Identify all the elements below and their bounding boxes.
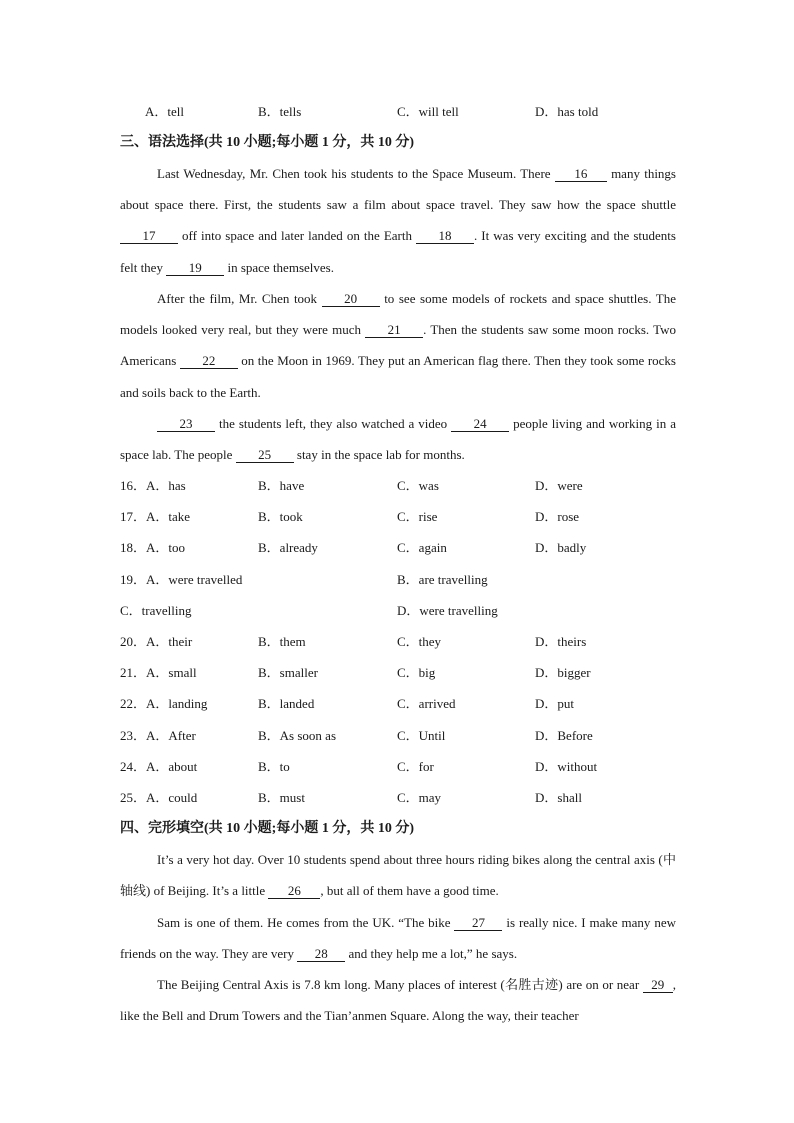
option-a[interactable]: A．their [146, 634, 193, 649]
blank-20[interactable]: 20 [322, 292, 380, 307]
blank-25[interactable]: 25 [236, 448, 294, 463]
question-19 [120, 572, 242, 588]
passage-text: Sam is one of them. He comes from the UK. “The bike [157, 915, 455, 930]
blank-21[interactable]: 21 [365, 323, 423, 338]
option-c[interactable]: C．rise [397, 509, 438, 524]
passage-paragraph-1 [120, 158, 676, 283]
option-a[interactable]: A．After [146, 728, 196, 743]
question-20 [120, 634, 192, 650]
section-4-heading: 四、完形填空(共 10 小题;每小题 1 分，共 10 分) [120, 821, 414, 836]
option-a[interactable]: A．has [146, 478, 186, 493]
passage-paragraph-2 [120, 283, 676, 408]
question-18 [120, 540, 185, 556]
question-24 [120, 759, 197, 775]
blank-16[interactable]: 16 [555, 167, 607, 182]
option-d[interactable]: D．without [535, 759, 598, 774]
cloze-paragraph-3 [120, 969, 676, 1031]
passage-text: off into space and later landed on the Earth [178, 228, 417, 244]
option-c[interactable]: C．big [397, 665, 436, 680]
passage-text: in space themselves. [224, 259, 334, 275]
passage-text: The Beijing Central Axis is 7.8 km long. Many places of interest (名胜古迹) are on or near [157, 977, 643, 992]
option-c[interactable]: C．arrived [397, 696, 456, 711]
blank-28[interactable]: 28 [297, 947, 345, 962]
option-d[interactable]: D．were travelling [397, 603, 498, 618]
passage-text: is really nice. I make many new friends on the way. They are very [120, 915, 677, 962]
question-number: 22． [120, 696, 147, 711]
option-c[interactable]: C．will tell [397, 104, 459, 119]
option-d[interactable]: D．badly [535, 540, 587, 555]
passage-text: to see some models of rockets and space shuttles. The models looked very real, but they were much [120, 291, 676, 338]
option-c[interactable]: C．was [397, 478, 439, 493]
option-b[interactable]: B．are travelling [397, 572, 488, 587]
option-d[interactable]: D．has told [535, 104, 599, 119]
blank-23[interactable]: 23 [157, 417, 215, 432]
cloze-paragraph-2 [120, 907, 676, 969]
passage-text: many things about space there. First, the students saw a film about space travel. They saw how the space shuttle [120, 166, 676, 213]
option-c[interactable]: C．they [397, 634, 442, 649]
question-number: 25． [120, 790, 147, 805]
option-b[interactable]: B．them [258, 634, 306, 649]
blank-27[interactable]: 27 [454, 916, 502, 931]
option-a[interactable]: A．about [146, 759, 198, 774]
option-b[interactable]: B．to [258, 759, 290, 774]
option-c[interactable]: C．may [397, 790, 442, 805]
passage-text: . It was very exciting and the students felt they [120, 228, 676, 275]
option-a[interactable]: A．small [146, 665, 197, 680]
option-a[interactable]: A．landing [146, 696, 208, 711]
option-c[interactable]: C．Until [397, 728, 446, 743]
blank-24[interactable]: 24 [451, 417, 509, 432]
question-25 [120, 790, 197, 806]
question-number: 17． [120, 509, 147, 524]
blank-29[interactable]: 29 [643, 978, 673, 993]
question-number: 19． [120, 572, 147, 587]
blank-22[interactable]: 22 [180, 354, 238, 369]
question-17 [120, 509, 190, 525]
question-number: 18． [120, 540, 147, 555]
question-number: 23． [120, 728, 147, 743]
option-d[interactable]: D．rose [535, 509, 580, 524]
option-d[interactable]: D．were [535, 478, 583, 493]
passage-text: After the film, Mr. Chen took [157, 291, 322, 306]
passage-text: . Then the students saw some moon rocks. Two Americans [120, 322, 676, 369]
question-21 [120, 665, 197, 681]
passage-text: Last Wednesday, Mr. Chen took his students to the Space Museum. There [157, 166, 555, 181]
passage-text: on the Moon in 1969. They put an American flag there. Then they took some rocks and soils back to the Earth. [120, 353, 676, 400]
passage-text: and they help me a lot,” he says. [345, 946, 518, 962]
option-c[interactable]: C．travelling [120, 603, 192, 618]
option-b[interactable]: B．landed [258, 696, 315, 711]
passage-text: , but all of them have a good time. [320, 883, 499, 899]
option-a[interactable]: A．tell [145, 104, 184, 119]
cloze-paragraph-1 [120, 844, 676, 906]
passage-paragraph-3 [120, 408, 676, 470]
blank-17[interactable]: 17 [120, 229, 178, 244]
option-a[interactable]: A．were travelled [146, 572, 243, 587]
question-16 [120, 478, 186, 494]
question-number: 16． [120, 478, 147, 493]
section-3-heading: 三、语法选择(共 10 小题;每小题 1 分，共 10 分) [120, 135, 414, 150]
option-d[interactable]: D．put [535, 696, 575, 711]
option-d[interactable]: D．theirs [535, 634, 587, 649]
question-23 [120, 728, 196, 744]
option-b[interactable]: B．smaller [258, 665, 318, 680]
option-b[interactable]: B．As soon as [258, 728, 337, 743]
option-b[interactable]: B．already [258, 540, 318, 555]
question-number: 21． [120, 665, 147, 680]
option-b[interactable]: B．tells [258, 104, 302, 119]
passage-text: stay in the space lab for months. [293, 447, 465, 463]
option-a[interactable]: A．take [146, 509, 191, 524]
blank-26[interactable]: 26 [268, 884, 320, 899]
option-b[interactable]: B．must [258, 790, 305, 805]
blank-18[interactable]: 18 [416, 229, 474, 244]
option-b[interactable]: B．have [258, 478, 305, 493]
blank-19[interactable]: 19 [166, 261, 224, 276]
passage-text: It’s a very hot day. Over 10 students spend about three hours riding bikes along the central axis (中轴线) of Beijing. It’s a little [120, 852, 676, 899]
passage-text: , like the Bell and Drum Towers and the Tian’anmen Square. Along the way, their teacher [120, 977, 676, 1024]
option-b[interactable]: B．took [258, 509, 303, 524]
option-c[interactable]: C．again [397, 540, 447, 555]
option-d[interactable]: D．Before [535, 728, 593, 743]
question-number: 20． [120, 634, 147, 649]
option-c[interactable]: C．for [397, 759, 434, 774]
question-number: 24． [120, 759, 147, 774]
option-a[interactable]: A．too [146, 540, 186, 555]
option-a[interactable]: A．could [146, 790, 198, 805]
option-d[interactable]: D．shall [535, 790, 582, 805]
passage-text: people living and working in a space lab. The people [120, 416, 676, 463]
option-d[interactable]: D．bigger [535, 665, 591, 680]
passage-text: the students left, they also watched a video [215, 416, 452, 431]
question-22 [120, 696, 207, 712]
